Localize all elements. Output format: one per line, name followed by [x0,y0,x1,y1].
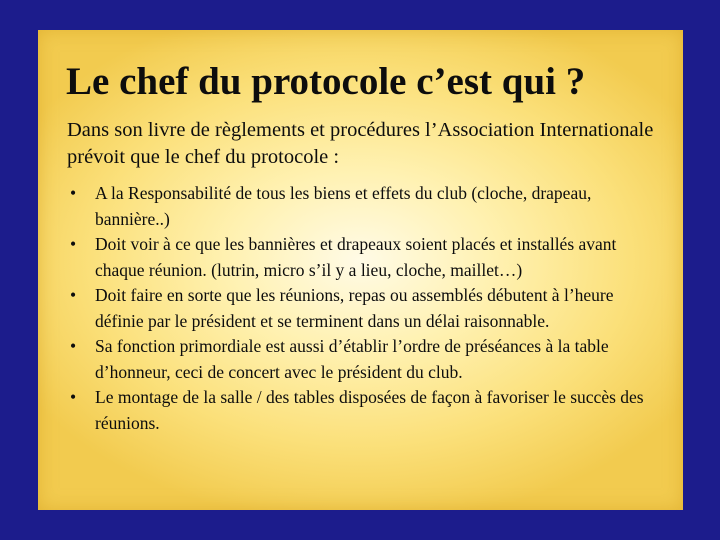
bullet-text: Doit voir à ce que les bannières et drapeaux soient placés et installés avant chaque réunion. (lutrin, micro s’il y a lieu, cloche, maillet…) [95,234,617,280]
intro-paragraph: Dans son livre de règlements et procédures l’Association Internationale prévoit que le chef du protocole : [67,119,654,168]
bullet-text: A la Responsabilité de tous les biens et effets du club (cloche, drapeau, bannière..) [95,183,592,229]
bullet-text: Le montage de la salle / des tables disposées de façon à favoriser le succès des réunions. [95,387,644,433]
bullet-icon: • [70,183,77,203]
bullet-icon: • [70,285,77,305]
bullet-list [67,181,657,436]
bullet-item [67,283,657,334]
bullet-item [67,181,657,232]
bullet-text: Doit faire en sorte que les réunions, repas ou assemblés débutent à l’heure définie par le président et se terminent dans un délai raisonnable. [95,285,614,331]
bullet-icon: • [70,336,77,356]
bullet-item [67,232,657,283]
slide-title: Le chef du protocole c’est qui ? [66,60,586,103]
bullet-icon: • [70,234,77,254]
bullet-icon: • [70,387,77,407]
bullet-item [67,385,657,436]
bullet-item [67,334,657,385]
bullet-text: Sa fonction primordiale est aussi d’établir l’ordre de préséances à la table d’honneur, ceci de concert avec le président du club. [95,336,609,382]
